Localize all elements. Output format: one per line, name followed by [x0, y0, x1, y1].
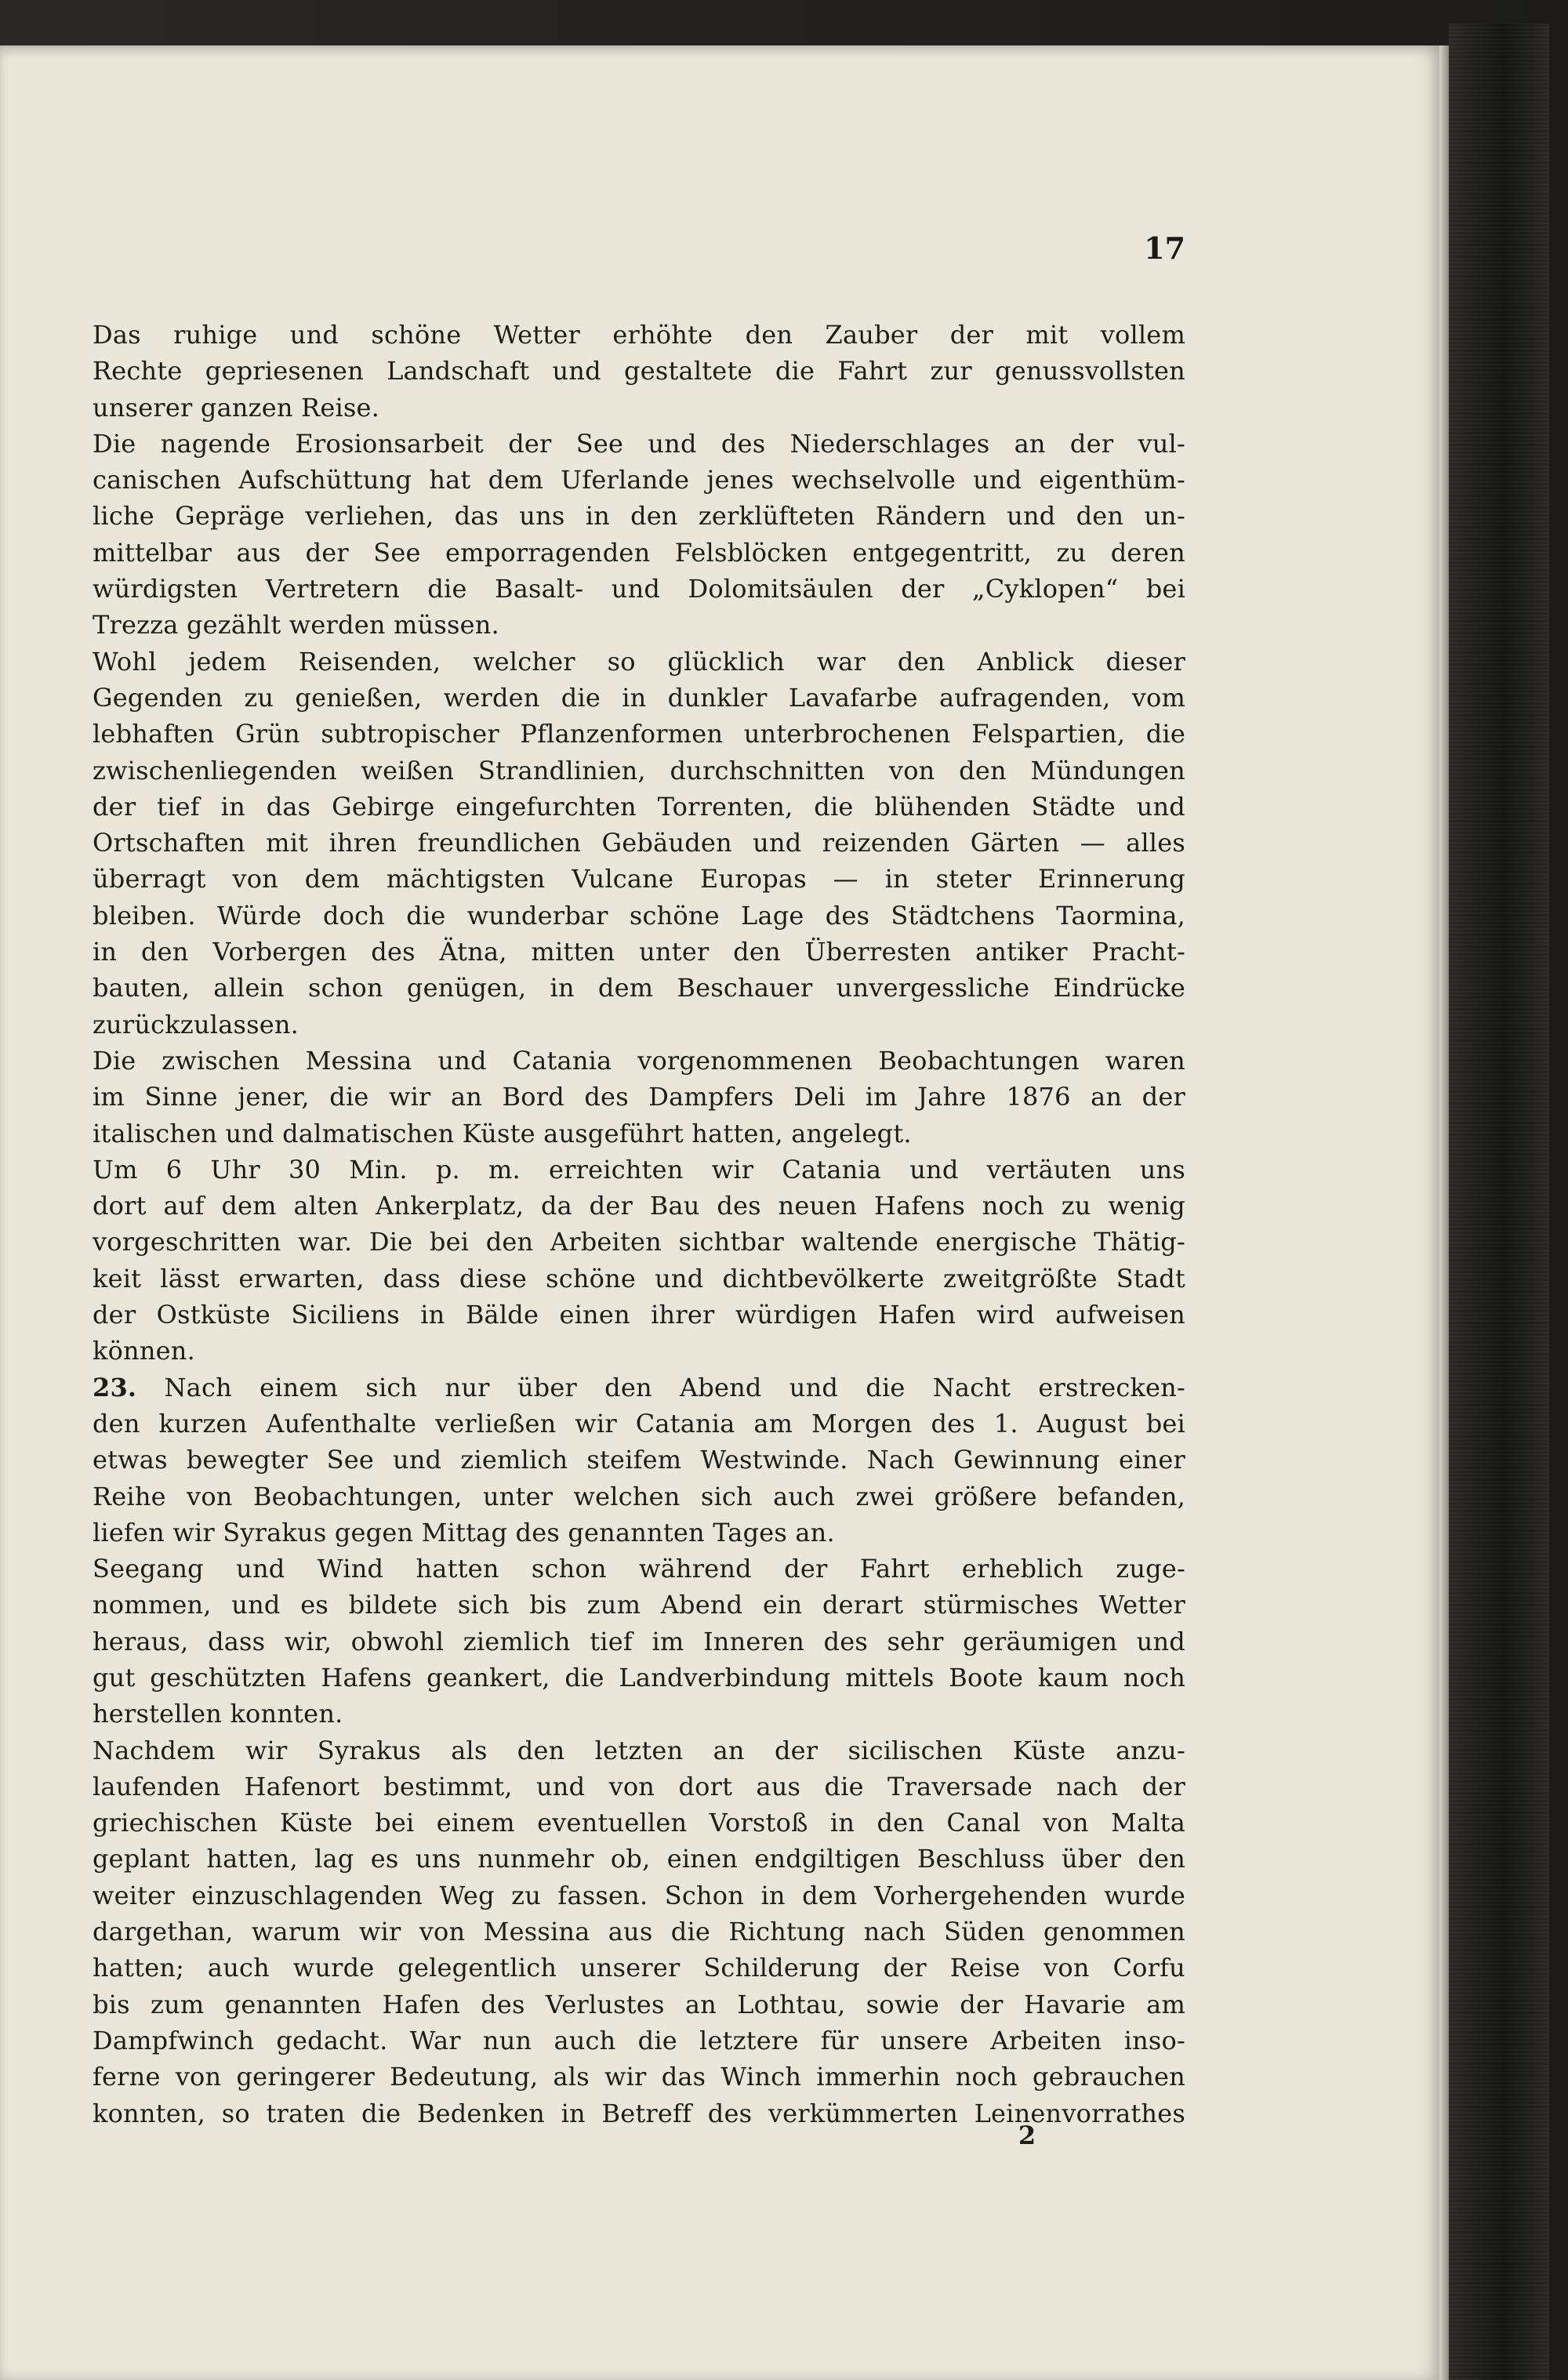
text-line: canischen Aufschüttung hat dem Uferlande jenes wechselvolle und eigenthüm- [93, 465, 1185, 495]
book-binding [1449, 24, 1549, 2380]
text-line: Seegang und Wind hatten schon während der Fahrt erheblich zuge- [93, 1554, 1185, 1584]
text-line: Reihe von Beobachtungen, unter welchen sich auch zwei größere befanden, [93, 1481, 1185, 1511]
text-line: etwas bewegter See und ziemlich steifem Westwinde. Nach Gewinnung einer [93, 1445, 1185, 1475]
text-line: keit lässt erwarten, dass diese schöne und dichtbevölkerte zweitgrößte Stadt [93, 1263, 1185, 1293]
text-line: in den Vorbergen des Ätna, mitten unter den Überresten antiker Pracht- [93, 937, 1185, 967]
paragraph [93, 426, 1185, 644]
text-line: der Ostküste Siciliens in Bälde einen ihrer würdigen Hafen wird aufweisen [93, 1300, 1185, 1330]
text-line: liefen wir Syrakus gegen Mittag des genannten Tages an. [93, 1517, 835, 1547]
text-line: dargethan, warum wir von Messina aus die Richtung nach Süden genommen [93, 1917, 1185, 1947]
paragraph [93, 1152, 1185, 1370]
text-line: Gegenden zu genießen, werden die in dunkler Lavafarbe aufragenden, vom [93, 682, 1185, 713]
page-number: 17 [1144, 230, 1185, 266]
text-line: weiter einzuschlagenden Weg zu fassen. Schon in dem Vorhergehenden wurde [93, 1880, 1185, 1910]
paragraph [93, 1551, 1185, 1732]
text-line: Das ruhige und schöne Wetter erhöhte den Zauber der mit vollem [93, 320, 1185, 350]
text-line: zwischenliegenden weißen Strandlinien, durchschnitten von den Mündungen [93, 755, 1185, 785]
text-line: überragt von dem mächtigsten Vulcane Europas — in steter Erinnerung [93, 864, 1185, 894]
paragraph [93, 1732, 1185, 2131]
text-line: Die zwischen Messina und Catania vorgenommenen Beobachtungen waren [93, 1045, 1185, 1076]
text-line: Dampfwinch gedacht. War nun auch die letztere für unsere Arbeiten inso- [93, 2025, 1185, 2055]
text-line: bleiben. Würde doch die wunderbar schöne Lage des Städtchens Taormina, [93, 900, 1185, 931]
text-line: ferne von geringerer Bedeutung, als wir das Winch immerhin noch gebrauchen [93, 2062, 1185, 2092]
text-line: würdigsten Vertretern die Basalt- und Dolomitsäulen der „Cyklopen“ bei [93, 574, 1185, 604]
text-line: zurückzulassen. [93, 1009, 299, 1039]
signature-mark: 2 [1018, 2121, 1036, 2150]
text-line: heraus, dass wir, obwohl ziemlich tief im Inneren des sehr geräumigen und [93, 1626, 1185, 1656]
text-line: konnten, so traten die Bedenken in Betreff des verkümmerten Leinenvorrathes [93, 2098, 1185, 2128]
text-line: italischen und dalmatischen Küste ausgeführt hatten, angelegt. [93, 1118, 912, 1148]
paragraph [93, 317, 1185, 426]
text-line: vorgeschritten war. Die bei den Arbeiten sichtbar waltende energische Thätig- [93, 1227, 1185, 1257]
paragraph [93, 1370, 1185, 1551]
page-edge [1439, 45, 1449, 2380]
text-line: Ortschaften mit ihren freundlichen Gebäuden und reizenden Gärten — alles [93, 828, 1185, 858]
text-line: liche Gepräge verliehen, das uns in den zerklüfteten Rändern und den un- [93, 501, 1185, 532]
text-fragment: Nach einem sich nur über den Abend und die Nacht erstrecken- [164, 1372, 1186, 1402]
text-line: Trezza gezählt werden müssen. [93, 610, 499, 640]
text-line: laufenden Hafenort bestimmt, und von dort aus die Traversade nach der [93, 1771, 1185, 1801]
text-line: Um 6 Uhr 30 Min. p. m. erreichten wir Catania und vertäuten uns [93, 1154, 1185, 1185]
text-line: Rechte gepriesenen Landschaft und gestaltete die Fahrt zur genussvollsten [93, 356, 1185, 386]
text-line: geplant hatten, lag es uns nunmehr ob, einen endgiltigen Beschluss über den [93, 1844, 1185, 1874]
paragraph [93, 1043, 1185, 1152]
text-line: Wohl jedem Reisenden, welcher so glücklich war den Anblick dieser [93, 646, 1185, 677]
text-line: nommen, und es bildete sich bis zum Abend ein derart stürmisches Wetter [93, 1590, 1185, 1620]
text-line: mittelbar aus der See emporragenden Felsblöcken entgegentritt, zu deren [93, 537, 1185, 568]
text-line: im Sinne jener, die wir an Bord des Dampfers Deli im Jahre 1876 an der [93, 1082, 1185, 1112]
section-number: 23. [93, 1372, 137, 1402]
text-line-with-section [93, 1370, 1185, 1406]
paragraph [93, 644, 1185, 1043]
text-line: Nachdem wir Syrakus als den letzten an der sicilischen Küste anzu- [93, 1735, 1185, 1765]
text-line: herstellen konnten. [93, 1699, 343, 1729]
text-line: unserer ganzen Reise. [93, 392, 380, 423]
text-line: gut geschützten Hafens geankert, die Landverbindung mittels Boote kaum noch [93, 1662, 1185, 1692]
text-line: bis zum genannten Hafen des Verlustes an Lothtau, sowie der Havarie am [93, 1989, 1185, 2019]
text-line: den kurzen Aufenthalte verließen wir Catania am Morgen des 1. August bei [93, 1408, 1185, 1439]
body-text [93, 317, 1185, 2131]
text-line: können. [93, 1336, 195, 1366]
text-line: Die nagende Erosionsarbeit der See und des Niederschlages an der vul- [93, 428, 1185, 459]
text-line: griechischen Küste bei einem eventuellen Vorstoß in den Canal von Malta [93, 1808, 1185, 1838]
text-line: der tief in das Gebirge eingefurchten Torrenten, die blühenden Städte und [93, 791, 1185, 822]
text-line: dort auf dem alten Ankerplatz, da der Bau des neuen Hafens noch zu wenig [93, 1191, 1185, 1221]
text-line: lebhaften Grün subtropischer Pflanzenformen unterbrochenen Felspartien, die [93, 719, 1185, 749]
text-line: hatten; auch wurde gelegentlich unserer Schilderung der Reise von Corfu [93, 1953, 1185, 1983]
text-line: bauten, allein schon genügen, in dem Beschauer unvergessliche Eindrücke [93, 973, 1185, 1003]
